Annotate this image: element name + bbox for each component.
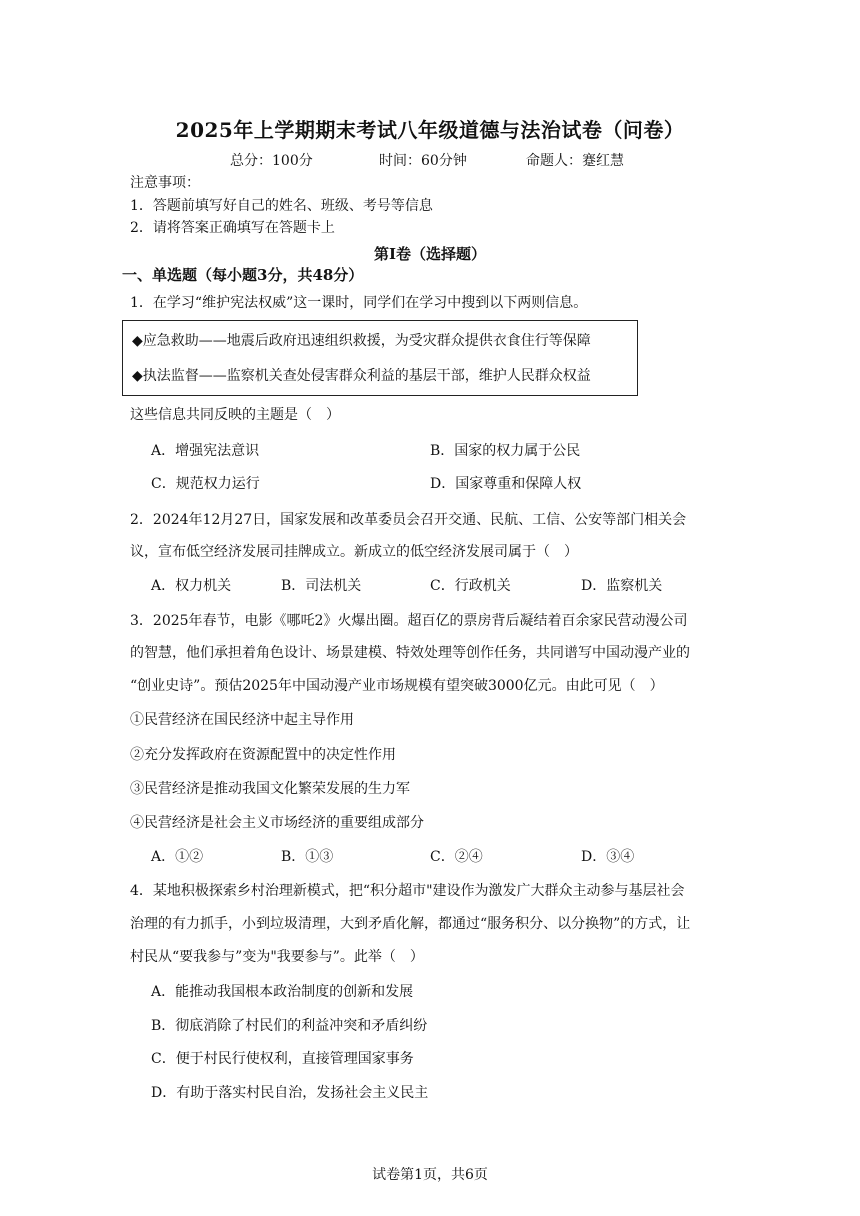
q1-question: 这些信息共同反映的主题是（ ） [130, 407, 340, 423]
q1-info-line: ◆执法监督——监察机关查处侵害群众利益的基层干部，维护人民群众权益 [132, 368, 591, 384]
q4-option-b: B．彻底消除了村民们的利益冲突和矛盾纠纷 [151, 1018, 428, 1034]
q2-option-c: C．行政机关 [430, 578, 511, 594]
q3-line: 3．2025年春节，电影《哪吒2》火爆出圈。超百亿的票房背后凝结着百余家民营动漫公司 [130, 613, 688, 629]
exam-title: 2025年上学期期末考试八年级道德与法治试卷（问卷） [175, 118, 685, 142]
q3-option-a: A．①② [151, 849, 204, 865]
volume-title: 第I卷（选择题） [373, 245, 487, 263]
q4-line: 治理的有力抓手，小到垃圾清理，大到矛盾化解，都通过“服务积分、以分换物”的方式，让 [130, 916, 691, 932]
q3-statement: ③民营经济是推动我国文化繁荣发展的生力军 [130, 781, 410, 797]
q3-line: 的智慧，他们承担着角色设计、场景建模、特效处理等创作任务，共同谱写中国动漫产业的 [130, 645, 690, 661]
q2-option-b: B．司法机关 [281, 578, 362, 594]
notice-item: 1．答题前填写好自己的姓名、班级、考号等信息 [130, 198, 433, 214]
q3-option-c: C．②④ [430, 849, 483, 865]
q1-option-a: A．增强宪法意识 [151, 443, 260, 459]
q4-line: 4．某地积极探索乡村治理新模式，把“积分超市"建设作为激发广大群众主动参与基层社会 [130, 883, 685, 899]
q3-option-d: D．③④ [581, 849, 635, 865]
q1-stem: 1．在学习“维护宪法权威”这一课时，同学们在学习中搜到以下两则信息。 [130, 295, 588, 311]
q1-option-c: C．规范权力运行 [151, 476, 260, 492]
exam-time: 时间：60分钟 [379, 153, 467, 169]
q4-option-a: A．能推动我国根本政治制度的创新和发展 [151, 984, 414, 1000]
q2-line: 议，宣布低空经济发展司挂牌成立。新成立的低空经济发展司属于（ ） [130, 544, 578, 560]
q3-statement: ④民营经济是社会主义市场经济的重要组成部分 [130, 815, 424, 831]
q4-option-c: C．便于村民行使权利，直接管理国家事务 [151, 1051, 414, 1067]
page-footer: 试卷第1页，共6页 [372, 1167, 488, 1183]
total-score: 总分：100分 [230, 153, 313, 169]
q2-option-a: A．权力机关 [151, 578, 232, 594]
q2-line: 2．2024年12月27日，国家发展和改革委员会召开交通、民航、工信、公安等部门相关会 [130, 512, 687, 528]
q2-option-d: D．监察机关 [581, 578, 663, 594]
q4-line: 村民从“要我参与”变为"我要参与”。此举（ ） [130, 949, 424, 965]
q3-statement: ①民营经济在国民经济中起主导作用 [130, 712, 354, 728]
q1-info-line: ◆应急救助——地震后政府迅速组织救援，为受灾群众提供衣食住行等保障 [132, 333, 591, 349]
notice-heading: 注意事项： [130, 175, 200, 191]
q3-option-b: B．①③ [281, 849, 334, 865]
q1-option-b: B．国家的权力属于公民 [430, 443, 581, 459]
exam-author: 命题人：蹇红慧 [526, 153, 624, 169]
q3-line: “创业史诗”。预估2025年中国动漫产业市场规模有望突破3000亿元。由此可见（ ） [130, 678, 664, 694]
q4-option-d: D．有助于落实村民自治，发扬社会主义民主 [151, 1085, 429, 1101]
section-title: 一、单选题（每小题3分，共48分） [122, 266, 364, 284]
notice-item: 2．请将答案正确填写在答题卡上 [130, 220, 335, 236]
q1-option-d: D．国家尊重和保障人权 [430, 476, 582, 492]
q3-statement: ②充分发挥政府在资源配置中的决定性作用 [130, 747, 396, 763]
